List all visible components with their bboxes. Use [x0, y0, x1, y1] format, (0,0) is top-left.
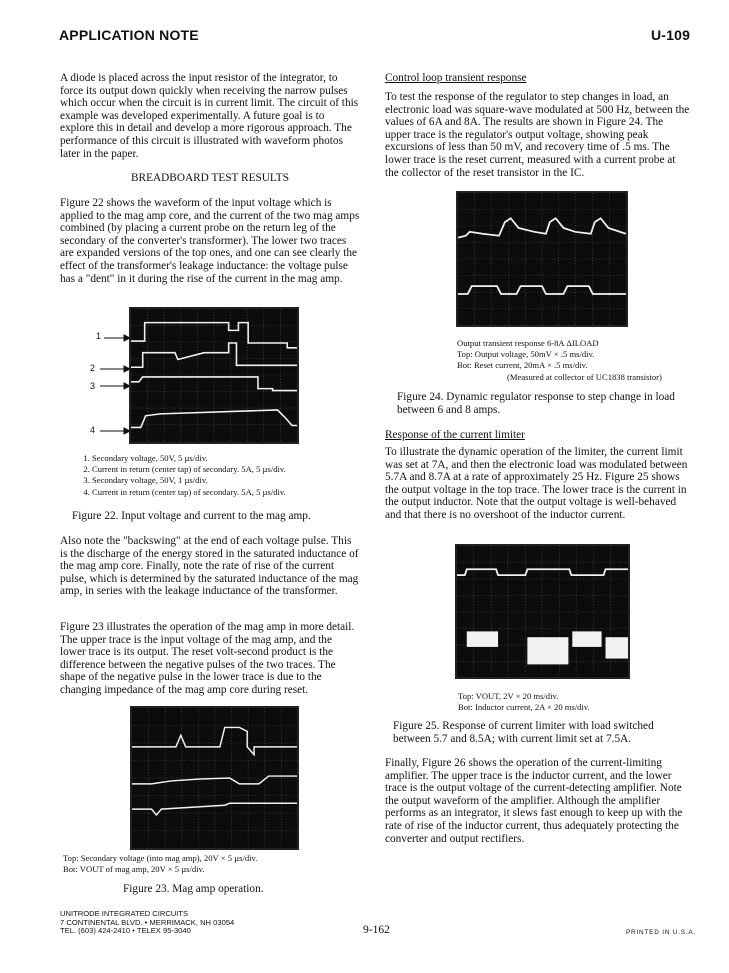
left-paragraph-1: A diode is placed across the input resistor of the integrator, to force its output down quickly when receiving the narrow pulses which occur when the circuit is in current limit. The circuit of this example was developed experimentally. A future goal is to explore this in detail and develop a more rigorous approach. The performance of this circuit is illustrated with waveform photos later in the paper.	[60, 72, 359, 160]
figure-25-legend-top: Top: VOUT, 2V × 20 ms/div.	[458, 691, 559, 701]
right-paragraph-1: To test the response of the regulator to step changes in load, an electronic load was square-wave modulated at 500 Hz, between the values of 6A and 8A. The results are shown in Figure 24. The upper trace is the regulator's output voltage, showing peak excursions of less than 50 mV, and recovery time of .5 ms. The lower trace is the reset current, measured with a current probe at the collector of the reset transistor in the IC.	[385, 91, 690, 179]
left-paragraph-4: Figure 23 illustrates the operation of the mag amp in more detail. The upper trace is the input voltage of the mag amp, and the lower trace is its output. The reset volt-second product is the difference between the negative pulses of the two traces. The shape of the negative pulse in the lower trace is due to the changing impedance of the mag amp core during reset.	[60, 621, 355, 696]
subheading-control-loop: Control loop transient response	[385, 72, 527, 84]
footer-address: 7 CONTINENTAL BLVD. • MERRIMACK, NH 03054	[60, 917, 235, 927]
figure-24-scope-photo	[456, 191, 628, 327]
printed-in-usa: PRINTED IN U.S.A.	[626, 929, 697, 936]
figure-23-caption: Figure 23. Mag amp operation.	[123, 883, 264, 895]
header-doc-number: U-109	[651, 27, 691, 43]
legend-item: 3. Secondary voltage, 50V, 1 µs/div.	[92, 475, 356, 486]
page-number: 9-162	[363, 924, 390, 936]
figure-24-legend	[457, 338, 697, 383]
left-paragraph-2: Figure 22 shows the waveform of the input voltage which is applied to the mag amp core, and the current of the two mag amps combined (by placing a current probe on the return leg of the secondary of the converter's transformer). The lower two traces are expanded versions of the top ones, and one can see clearly the effect of the transformer's leakage inductance: the voltage pulse has a "dent" in it during the rise of the current in the mag amp.	[60, 197, 360, 285]
right-paragraph-2: To illustrate the dynamic operation of the limiter, the current limit was set at 7A, and then the electronic load was modulated between 5.7A and 8.7A at a rate of approximately 25 Hz. Figure 25 shows the output voltage in the top trace. The lower trace is the current in the output inductor. Note that the output voltage is well-behaved and that there is no overshoot of the inductor current.	[385, 446, 688, 521]
figure-22-legend	[76, 453, 356, 498]
figure-24-caption: Figure 24. Dynamic regulator response to step change in load between 6 and 8 amps.	[397, 391, 675, 416]
footer-telephone: TEL. (603) 424-2410 • TELEX 95-3040	[60, 926, 191, 936]
figure-22-scope-photo	[129, 307, 299, 444]
footer-company	[60, 910, 234, 936]
legend-line: Output transient response 6-8A ΔILOAD	[457, 338, 599, 348]
trace-marker-3: 3	[90, 381, 96, 391]
right-paragraph-3: Finally, Figure 26 shows the operation of the current-limiting amplifier. The upper trace is the inductor current, and the lower trace is the output voltage of the current-detecting amplifier. Note the output waveform of the amplifier. Although the amplifier performs as an integrator, it slews fast enough to keep up with the rate of rise of the inductor current, thus adequately protecting the converter and output rectifiers.	[385, 757, 683, 845]
legend-item: 1. Secondary voltage, 50V, 5 µs/div.	[92, 453, 356, 464]
legend-item: 4. Current in return (center tap) of secondary. 5A, 5 µs/div.	[92, 487, 356, 498]
left-paragraph-3: Also note the "backswing" at the end of each voltage pulse. This is the discharge of the energy stored in the saturated inductance of the mag amp core. Finally, note the rate of rise of the current pulse, which is determined by the saturated inductance of the mag amp, in series with the leakage inductance of the transformer.	[60, 535, 359, 598]
legend-line: Top: Output voltage, 50mV × .5 ms/div.	[457, 349, 595, 360]
legend-line: (Measured at collector of UC1838 transistor)	[507, 371, 662, 382]
trace-marker-4: 4	[90, 425, 96, 435]
figure-25-scope-photo	[455, 544, 630, 679]
trace-arrows	[100, 330, 132, 435]
footer-company-name: UNITRODE INTEGRATED CIRCUITS	[60, 909, 189, 918]
figure-23-legend-bottom: Bot: VOUT of mag amp, 20V × 5 µs/div.	[63, 864, 205, 874]
section-heading: BREADBOARD TEST RESULTS	[131, 172, 289, 184]
legend-item: 2. Current in return (center tap) of secondary. 5A, 5 µs/div.	[92, 464, 356, 475]
figure-23-legend-top: Top: Secondary voltage (into mag amp), 20V × 5 µs/div.	[63, 853, 258, 863]
figure-23-scope-photo	[130, 706, 299, 850]
subheading-current-limiter: Response of the current limiter	[385, 429, 525, 441]
header-title: APPLICATION NOTE	[59, 27, 199, 43]
figure-22-caption: Figure 22. Input voltage and current to the mag amp.	[72, 510, 311, 522]
trace-marker-2: 2	[90, 363, 96, 373]
figure-25-caption: Figure 25. Response of current limiter with load switched between 5.7 and 8.5A; with current limit set at 7.5A.	[393, 720, 654, 745]
trace-marker-1: 1	[96, 331, 102, 341]
legend-line: Bot: Reset current, 20mA × .5 ms/div.	[457, 360, 588, 371]
figure-25-legend-bottom: Bot: Inductor current, 2A × 20 ms/div.	[458, 702, 590, 712]
